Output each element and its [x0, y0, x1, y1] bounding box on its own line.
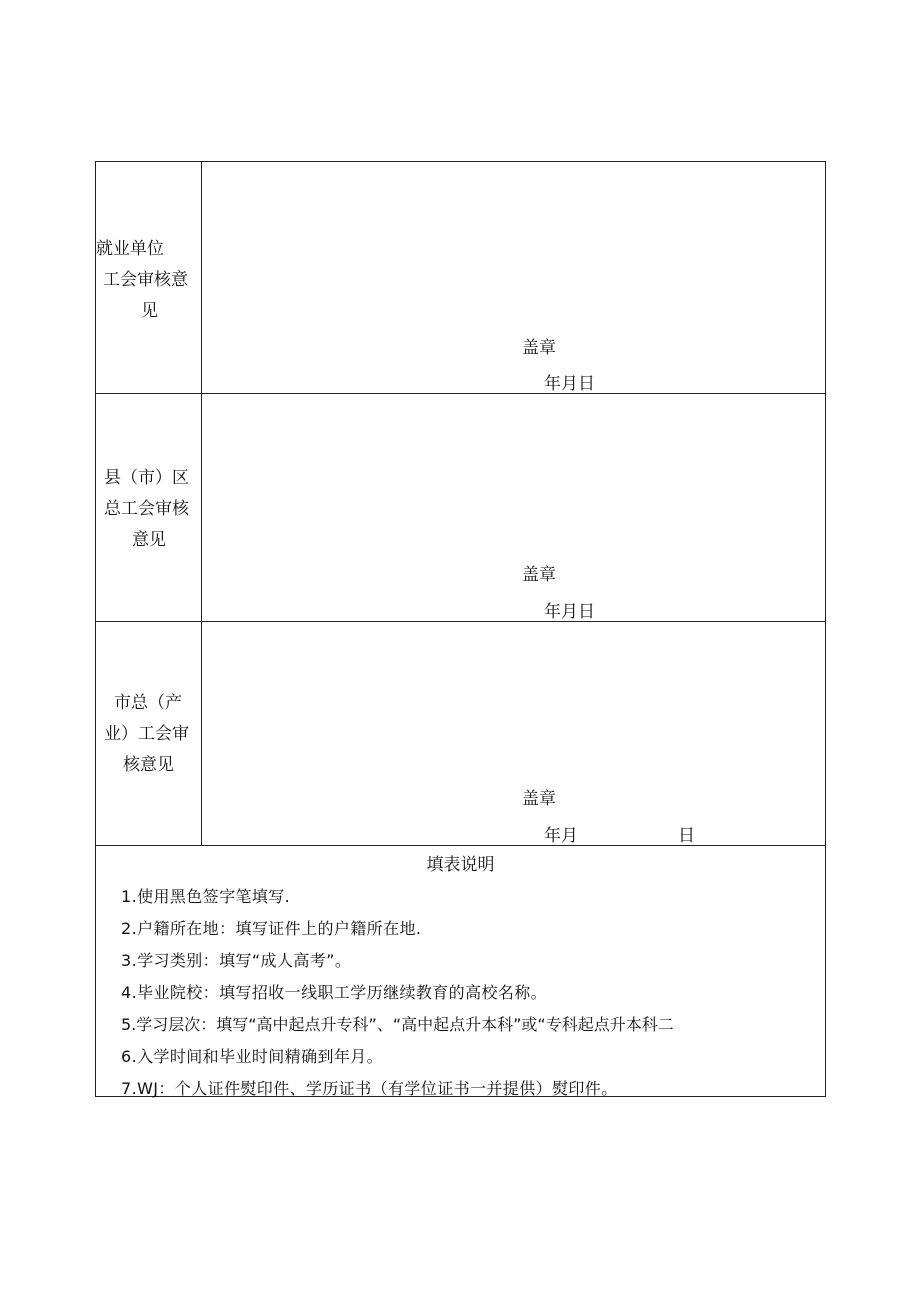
label-line: 业）工会审	[104, 724, 189, 744]
district-union-review-label	[96, 394, 202, 621]
employer-union-review-label	[96, 162, 202, 393]
instruction-item: 6.入学时间和毕业时间精确到年月。	[121, 1047, 384, 1066]
district-union-review-opinion-field[interactable]	[202, 394, 825, 621]
label-line: 工会审核意	[103, 270, 188, 290]
instruction-item: 2.户籍所在地：填写证件上的户籍所在地.	[121, 919, 422, 938]
instruction-item: 4.毕业院校：填写招收一线职工学历继续教育的高校名称。	[121, 983, 548, 1002]
seal-label: 盖章	[522, 789, 556, 809]
instruction-item: 1.使用黑色签字笔填写.	[121, 887, 291, 906]
city-union-review-opinion-field[interactable]	[202, 622, 825, 845]
date-label: 年月日	[544, 374, 595, 394]
label-line: 见	[141, 301, 158, 321]
date-day-label: 日	[678, 826, 695, 846]
city-union-review-label	[96, 622, 202, 845]
label-line: 就业单位	[96, 239, 164, 259]
label-line: 总工会审核	[104, 499, 189, 519]
date-label: 年月日	[544, 602, 595, 622]
district-union-review-row	[96, 394, 825, 622]
label-line: 意见	[132, 530, 166, 550]
instruction-item: 3.学习类别：填写“成人高考”。	[121, 951, 352, 970]
city-union-review-row	[96, 622, 825, 846]
label-line: 市总（产	[114, 693, 182, 713]
filling-instructions	[96, 846, 825, 1096]
employer-union-review-opinion-field[interactable]	[202, 162, 825, 393]
seal-label: 盖章	[522, 565, 556, 585]
instructions-title: 填表说明	[426, 855, 495, 875]
review-form-table	[95, 161, 826, 1097]
employer-union-review-row	[96, 162, 825, 394]
date-label: 年月	[544, 826, 578, 846]
instruction-item: 5.学习层次：填写“高中起点升专科”、“高中起点升本科”或“专科起点升本科二	[121, 1015, 674, 1034]
label-line: 核意见	[123, 755, 174, 775]
seal-label: 盖章	[522, 338, 556, 358]
label-line: 县（市）区	[104, 468, 189, 488]
instruction-item: 7.WJ：个人证件熨印件、学历证书（有学位证书一并提供）熨印件。	[121, 1079, 618, 1098]
